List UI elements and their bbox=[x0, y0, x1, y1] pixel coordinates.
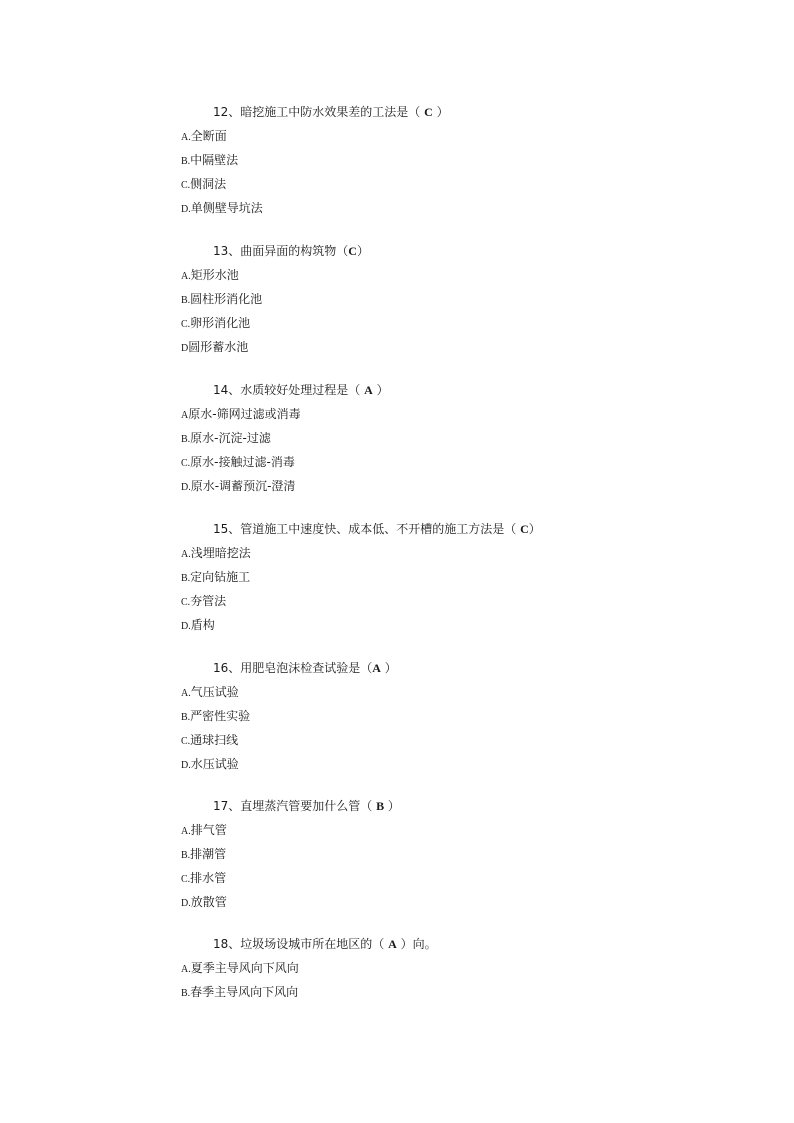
option-d bbox=[181, 752, 741, 776]
option-text: 排潮管 bbox=[190, 847, 227, 861]
answer-letter: B bbox=[376, 799, 385, 813]
option-letter: A. bbox=[181, 549, 191, 560]
option-text: 矩形水池 bbox=[190, 268, 239, 282]
answer-letter: C bbox=[348, 244, 357, 258]
option-c bbox=[181, 589, 741, 613]
option-c bbox=[181, 728, 741, 752]
option-letter: D. bbox=[181, 204, 191, 215]
option-b bbox=[181, 704, 741, 728]
question-stem bbox=[213, 100, 741, 124]
option-letter: B. bbox=[181, 850, 191, 861]
option-a bbox=[181, 402, 741, 426]
option-text: 排气管 bbox=[190, 823, 227, 837]
option-letter: C. bbox=[181, 874, 191, 885]
option-a bbox=[181, 541, 741, 565]
option-text: 原水-沉淀-过滤 bbox=[190, 431, 271, 445]
stem-text: 12、暗挖施工中防水效果差的工法是（ bbox=[213, 105, 425, 119]
option-text: 圆形蓄水池 bbox=[188, 340, 249, 354]
option-b bbox=[181, 980, 741, 1004]
option-d bbox=[181, 613, 741, 637]
answer-letter: A bbox=[372, 661, 381, 675]
option-letter: C. bbox=[181, 319, 191, 330]
option-letter: A. bbox=[181, 826, 191, 837]
option-a bbox=[181, 818, 741, 842]
option-d bbox=[181, 196, 741, 220]
option-text: 原水-筛网过滤或消毒 bbox=[188, 407, 301, 421]
option-a bbox=[181, 956, 741, 980]
stem-close: ） bbox=[356, 244, 369, 258]
option-text: 原水-接触过滤-消毒 bbox=[190, 455, 295, 469]
option-text: 盾构 bbox=[190, 618, 215, 632]
option-text: 浅埋暗挖法 bbox=[190, 546, 251, 560]
option-text: 卵形消化池 bbox=[190, 316, 251, 330]
question-17 bbox=[181, 794, 741, 914]
stem-close: ） bbox=[380, 661, 397, 675]
question-stem bbox=[213, 794, 741, 818]
option-d bbox=[181, 474, 741, 498]
option-letter: A. bbox=[181, 271, 191, 282]
option-letter: C. bbox=[181, 597, 191, 608]
option-text: 单侧壁导坑法 bbox=[190, 201, 263, 215]
answer-letter: A bbox=[388, 937, 397, 951]
question-13 bbox=[181, 239, 741, 359]
stem-text: 18、垃圾场设城市所在地区的（ bbox=[213, 937, 389, 951]
option-b bbox=[181, 842, 741, 866]
option-c bbox=[181, 866, 741, 890]
option-text: 夏季主导风向下风向 bbox=[190, 961, 299, 975]
option-text: 通球扫线 bbox=[190, 733, 239, 747]
option-d bbox=[181, 335, 741, 359]
option-text: 圆柱形消化池 bbox=[190, 292, 263, 306]
option-b bbox=[181, 426, 741, 450]
option-text: 放散管 bbox=[190, 895, 227, 909]
option-text: 严密性实验 bbox=[190, 709, 251, 723]
answer-letter: C bbox=[424, 105, 433, 119]
option-a bbox=[181, 124, 741, 148]
option-text: 春季主导风向下风向 bbox=[190, 985, 299, 999]
stem-close: ） bbox=[384, 799, 400, 813]
option-letter: A. bbox=[181, 688, 191, 699]
option-a bbox=[181, 680, 741, 704]
option-b bbox=[181, 287, 741, 311]
option-d bbox=[181, 890, 741, 914]
option-text: 全断面 bbox=[190, 129, 227, 143]
option-letter: B. bbox=[181, 988, 191, 999]
stem-text: 15、管道施工中速度快、成本低、不开槽的施工方法是（ bbox=[213, 522, 521, 536]
question-18 bbox=[181, 932, 741, 1004]
option-text: 定向钻施工 bbox=[190, 570, 251, 584]
stem-text: 14、水质较好处理过程是（ bbox=[213, 383, 365, 397]
stem-text: 17、直埋蒸汽管要加什么管（ bbox=[213, 799, 377, 813]
option-text: 原水-调蓄预沉-澄清 bbox=[190, 479, 296, 493]
stem-close: ） bbox=[372, 383, 389, 397]
stem-text: 13、曲面异面的构筑物（ bbox=[213, 244, 349, 258]
stem-close: ）向。 bbox=[396, 937, 437, 951]
stem-close: ） bbox=[528, 522, 541, 536]
option-text: 水压试验 bbox=[190, 757, 239, 771]
option-letter: C. bbox=[181, 736, 191, 747]
answer-letter: C bbox=[520, 522, 529, 536]
option-letter: B. bbox=[181, 712, 191, 723]
option-letter: C. bbox=[181, 180, 191, 191]
option-letter: C. bbox=[181, 458, 191, 469]
option-c bbox=[181, 172, 741, 196]
option-letter: D. bbox=[181, 621, 191, 632]
question-stem bbox=[213, 239, 741, 263]
question-stem bbox=[213, 932, 741, 956]
option-letter: D. bbox=[181, 898, 191, 909]
option-letter: B. bbox=[181, 434, 191, 445]
option-a bbox=[181, 263, 741, 287]
option-text: 中隔壁法 bbox=[190, 153, 239, 167]
option-letter: D bbox=[181, 343, 189, 354]
question-14 bbox=[181, 378, 741, 498]
option-letter: A. bbox=[181, 964, 191, 975]
option-text: 气压试验 bbox=[190, 685, 239, 699]
question-stem bbox=[213, 378, 741, 402]
option-letter: B. bbox=[181, 156, 191, 167]
question-15 bbox=[181, 517, 741, 637]
option-text: 夯管法 bbox=[190, 594, 227, 608]
option-c bbox=[181, 311, 741, 335]
option-text: 侧洞法 bbox=[190, 177, 227, 191]
option-letter: B. bbox=[181, 573, 191, 584]
question-16 bbox=[181, 656, 741, 776]
option-letter: D. bbox=[181, 760, 191, 771]
option-b bbox=[181, 565, 741, 589]
question-stem bbox=[213, 656, 741, 680]
option-c bbox=[181, 450, 741, 474]
question-12 bbox=[181, 100, 741, 220]
stem-text: 16、用肥皂泡沫检查试验是（ bbox=[213, 661, 373, 675]
option-letter: B. bbox=[181, 295, 191, 306]
stem-close: ） bbox=[432, 105, 449, 119]
option-letter: D. bbox=[181, 482, 191, 493]
option-b bbox=[181, 148, 741, 172]
option-text: 排水管 bbox=[190, 871, 227, 885]
option-letter: A. bbox=[181, 132, 191, 143]
option-letter: A bbox=[181, 410, 189, 421]
question-stem bbox=[213, 517, 741, 541]
answer-letter: A bbox=[364, 383, 373, 397]
